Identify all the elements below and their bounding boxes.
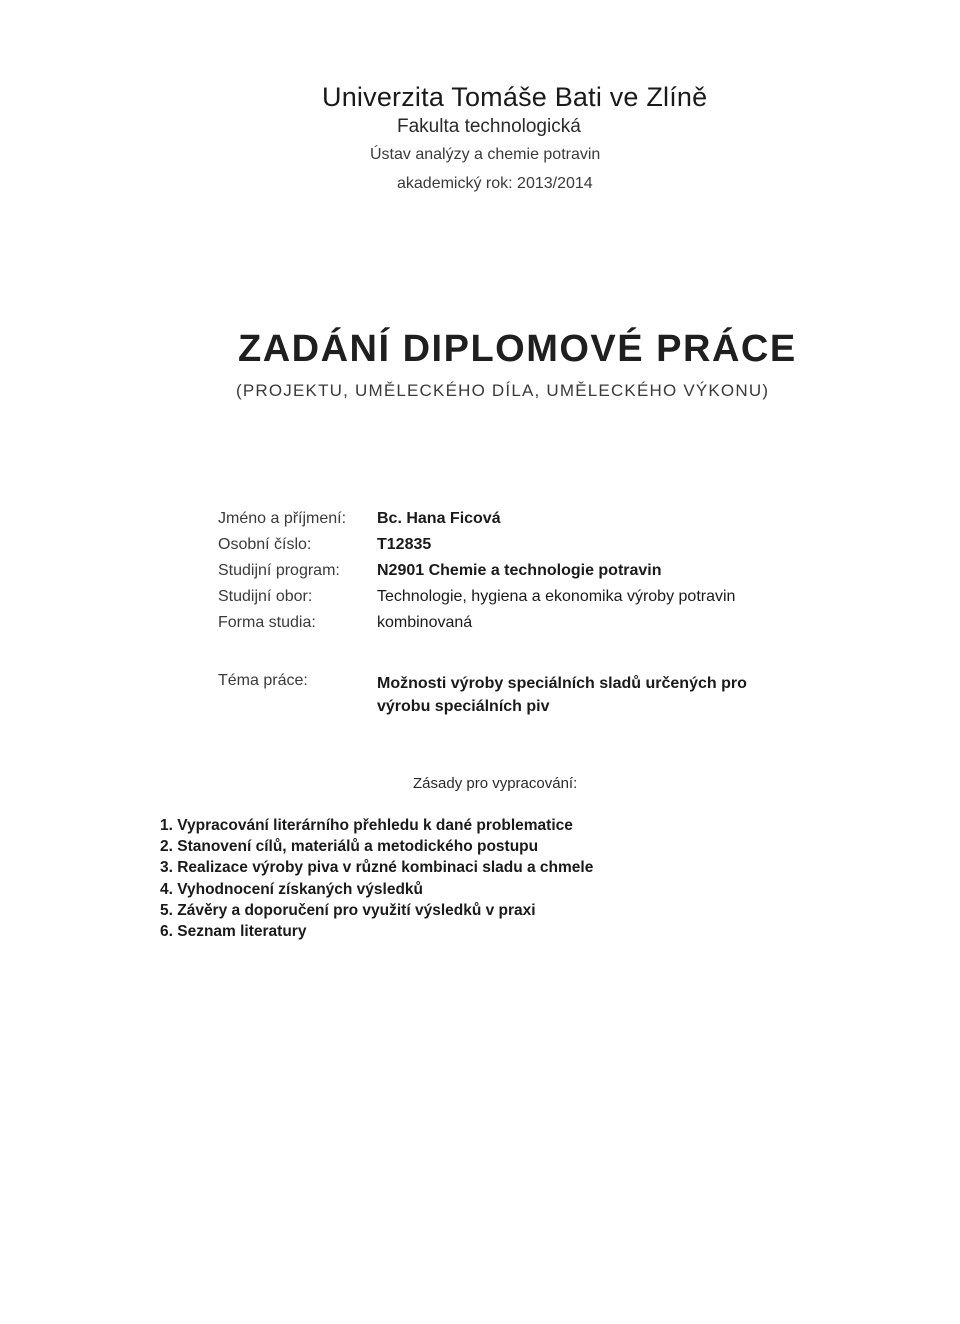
program-label: Studijní program: (218, 562, 340, 579)
id-label: Osobní číslo: (218, 536, 312, 553)
academic-year: akademický rok: 2013/2014 (397, 175, 593, 192)
field-label: Studijní obor: (218, 588, 313, 605)
info-row-id (218, 536, 838, 562)
guidelines-heading: Zásady pro vypracování: (413, 775, 578, 792)
form-label: Forma studia: (218, 614, 316, 631)
thesis-topic (218, 672, 797, 718)
list-item: 5. Závěry a doporučení pro využití výsledků v praxi (160, 901, 536, 919)
info-row-field (218, 588, 838, 614)
list-item: 2. Stanovení cílů, materiálů a metodického postupu (160, 838, 539, 856)
institute-name: Ústav analýzy a chemie potravin (370, 146, 601, 163)
list-item: 3. Realizace výroby piva v různé kombinaci sladu a chmele (160, 859, 594, 877)
id-value: T12835 (377, 536, 432, 553)
list-item: 6. Seznam literatury (160, 922, 307, 940)
faculty-name: Fakulta technologická (397, 116, 581, 137)
info-row-program (218, 562, 838, 588)
topic-label: Téma práce: (218, 672, 308, 689)
field-value: Technologie, hygiena a ekonomika výroby potravin (377, 588, 736, 605)
form-value: kombinovaná (377, 614, 473, 631)
name-value: Bc. Hana Ficová (377, 510, 501, 527)
student-info (218, 510, 838, 640)
topic-value: Možnosti výroby speciálních sladů určených pro výrobu speciálních piv (377, 675, 747, 715)
document-subtitle: (PROJEKTU, UMĚLECKÉHO DÍLA, UMĚLECKÉHO VÝKONU) (236, 381, 770, 400)
document-title: ZADÁNÍ DIPLOMOVÉ PRÁCE (238, 328, 797, 370)
info-row-name (218, 510, 838, 536)
list-item: 1. Vypracování literárního přehledu k dané problematice (160, 817, 573, 834)
info-row-form (218, 614, 838, 640)
program-value: N2901 Chemie a technologie potravin (377, 562, 662, 579)
guidelines-list (160, 817, 593, 944)
list-item: 4. Vyhodnocení získaných výsledků (160, 880, 424, 898)
name-label: Jméno a příjmení: (218, 510, 347, 527)
university-name: Univerzita Tomáše Bati ve Zlíně (322, 82, 708, 112)
